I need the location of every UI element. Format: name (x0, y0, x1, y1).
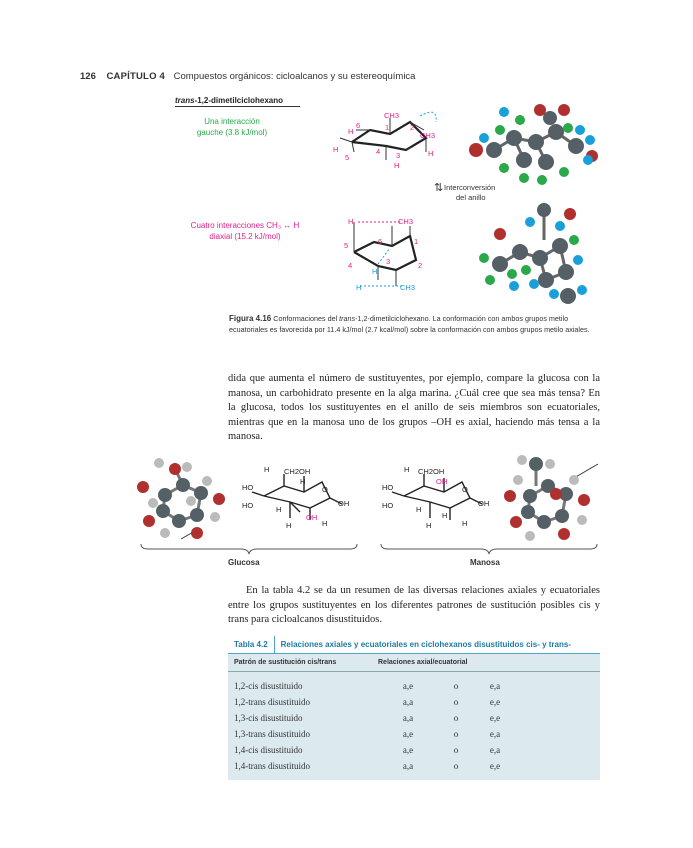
mannose-brace (380, 543, 598, 555)
row-pattern: 1,3-cis disustituido (234, 713, 303, 723)
table-4-2 (228, 636, 600, 780)
figure-title-rest: -1,2-dimetilciclohexano (194, 96, 284, 105)
table-header (228, 636, 600, 654)
glucose-oh-label: OH (338, 499, 350, 508)
caption-italic: trans (339, 314, 356, 323)
caption-pre: Conformaciones del (273, 314, 340, 323)
row-or: o (453, 713, 459, 723)
table-row (228, 710, 600, 726)
mannose-ball-model (500, 450, 600, 546)
bottom-c5-label: 5 (344, 241, 349, 250)
row-or: o (453, 745, 459, 755)
glucose-h-label-2: H (300, 477, 306, 486)
top-h-label-1: H (348, 127, 354, 136)
top-chair-diagram (328, 108, 468, 176)
mannose-o-label: O (462, 485, 468, 494)
caption-label: Figura 4.16 (229, 314, 272, 323)
figure-title-rule (175, 106, 300, 107)
interconversion-arrow-icon: ⇅ (434, 182, 444, 194)
row-relation-a: a,a (402, 761, 414, 771)
bottom-ball-model (470, 200, 600, 308)
row-or: o (453, 697, 459, 707)
chapter-label: CAPÍTULO 4 (106, 71, 165, 82)
mannose-oh-label: OH (478, 499, 490, 508)
bottom-c4-label: 4 (348, 261, 353, 270)
row-relation-b: e,a (489, 745, 501, 755)
glucose-h-label-1: H (264, 465, 270, 474)
bottom-h-axial-label-1: H (348, 217, 354, 226)
table-row (228, 694, 600, 710)
row-relation-a: a,e (402, 681, 414, 691)
bottom-c6-label: 6 (378, 237, 383, 246)
row-relation-a: a,e (402, 745, 414, 755)
table-row (228, 758, 600, 774)
top-h-label-2: H (333, 145, 339, 154)
chapter-title: Compuestos orgánicos: cicloalcanos y su estereoquímica (173, 71, 416, 82)
table-title: Relaciones axiales y ecuatoriales en ciclohexanos disustituidos cis- y trans- (280, 640, 571, 649)
top-h-label-4: H (394, 161, 400, 170)
gauche-note-line1: Una interacción (204, 117, 260, 126)
table-body (228, 654, 600, 780)
bottom-ch3-axial-label: CH3 (398, 217, 414, 226)
bottom-c1-label: 1 (414, 237, 419, 246)
mannose-label: Manosa (470, 558, 500, 567)
running-header (80, 71, 415, 82)
glucose-label: Glucosa (228, 558, 260, 567)
glucose-ball-model (135, 455, 233, 547)
mannose-ch2oh-label: CH2OH (418, 467, 445, 476)
bottom-ch3-axial-label-2: CH3 (400, 283, 416, 292)
mannose-axial-oh-label: OH (436, 477, 448, 486)
top-ch3-label: CH3 (420, 131, 436, 140)
top-ball-model (464, 98, 604, 188)
top-c3-label: 3 (396, 151, 401, 160)
glucose-h-label-3: H (276, 505, 282, 514)
page-number: 126 (80, 71, 96, 82)
glucose-ho-label-2: HO (242, 501, 254, 510)
caption-post: -1,2-dimetilciclohexano. La conformación con ambos grupos metilo ecuatoriales es favorecida por 11.4 kJ/mol (2.7 kcal/mol) sobre la conformación con ambos grupos metilo axiales. (229, 314, 590, 334)
bottom-h-axial-label-2: H (372, 267, 378, 276)
mannose-h-label-1: H (404, 465, 410, 474)
figure-title-italic: trans (175, 96, 195, 105)
row-relation-a: a,a (402, 713, 414, 723)
axial-note-line1: Cuatro interacciones CH₃ ↔ H (190, 221, 300, 230)
row-relation-b: e,a (489, 729, 501, 739)
row-pattern: 1,2-cis disustituido (234, 681, 303, 691)
mannose-ho-label-2: HO (382, 501, 394, 510)
table-row (228, 742, 600, 758)
row-pattern: 1,2-trans disustituido (234, 697, 310, 707)
glucose-o-label: O (322, 485, 328, 494)
top-c2-label: 2 (410, 123, 415, 132)
top-c6-label: 6 (356, 121, 361, 130)
bottom-chair-diagram (340, 212, 440, 296)
mannose-h-label-2: H (416, 505, 422, 514)
row-relation-b: e,e (489, 713, 501, 723)
bottom-h-axial-label-3: H (356, 283, 362, 292)
glucose-ho-label-1: HO (242, 483, 254, 492)
glucose-h-label-4: H (286, 521, 292, 530)
interconversion-line2: del anillo (456, 193, 486, 202)
table-label: Tabla 4.2 (228, 636, 275, 653)
bottom-c3-label: 3 (386, 257, 391, 266)
gauche-note (186, 116, 278, 138)
row-relation-b: e,e (489, 761, 501, 771)
interconversion-line1: Interconversión (444, 183, 496, 192)
row-relation-a: a,e (402, 729, 414, 739)
bottom-c2-label: 2 (418, 261, 423, 270)
row-relation-b: e,a (489, 681, 501, 691)
top-c5-label: 5 (345, 153, 350, 162)
row-or: o (453, 729, 459, 739)
glucose-brace (140, 543, 358, 555)
mannose-h-label-3: H (426, 521, 432, 530)
body-paragraph-2: En la tabla 4.2 se da un resumen de las diversas relaciones axiales y ecuatoriales entre los grupos sustituyentes en los diferentes patrones de sustitución posibles cis y trans para cicloalcanos disustituidos. (228, 585, 600, 625)
glucose-equatorial-oh-label: OH (306, 513, 318, 522)
top-ch3-axial-label: CH3 (384, 111, 400, 120)
row-or: o (453, 681, 459, 691)
top-c1-label: 1 (385, 123, 390, 132)
glucose-ch2oh-label: CH2OH (284, 467, 311, 476)
figure-title (175, 96, 283, 105)
body-paragraph-1: dida que aumenta el número de sustituyentes, por ejemplo, compare la glucosa con la manosa, un carbohidrato presente en la alga marina. ¿Cuál cree que sea más tensa? En la glucosa, todos los sustituyentes en el anillo de seis miembros son ecuatoriales, mientras que en la manosa uno de los grupos –OH es axial, haciendo más tensa a la manosa. (228, 373, 600, 442)
mannose-h-label-5: H (462, 519, 468, 528)
row-pattern: 1,4-cis disustituido (234, 745, 303, 755)
table-row (228, 726, 600, 742)
mannose-chair-structure (378, 462, 498, 530)
mannose-h-label-4: H (442, 511, 448, 520)
column-header-relations: Relaciones axial/ecuatorial (378, 659, 468, 666)
glucose-chair-structure (238, 462, 358, 530)
table-column-headers (228, 654, 600, 672)
axial-note (170, 220, 320, 242)
row-pattern: 1,3-trans disustituido (234, 729, 310, 739)
top-h-label-3: H (428, 149, 434, 158)
mannose-ho-label-1: HO (382, 483, 394, 492)
table-row (228, 678, 600, 694)
figure-caption (229, 313, 599, 335)
row-relation-b: e,e (489, 697, 501, 707)
row-relation-a: a,a (402, 697, 414, 707)
row-pattern: 1,4-trans disustituido (234, 761, 310, 771)
row-or: o (453, 761, 459, 771)
column-header-pattern: Patrón de sustitución cis/trans (234, 659, 337, 666)
top-c4-label: 4 (376, 147, 381, 156)
glucose-h-label-5: H (322, 519, 328, 528)
axial-note-line2: diaxial (15.2 kJ/mol) (209, 232, 281, 241)
gauche-note-line2: gauche (3.8 kJ/mol) (196, 128, 268, 137)
